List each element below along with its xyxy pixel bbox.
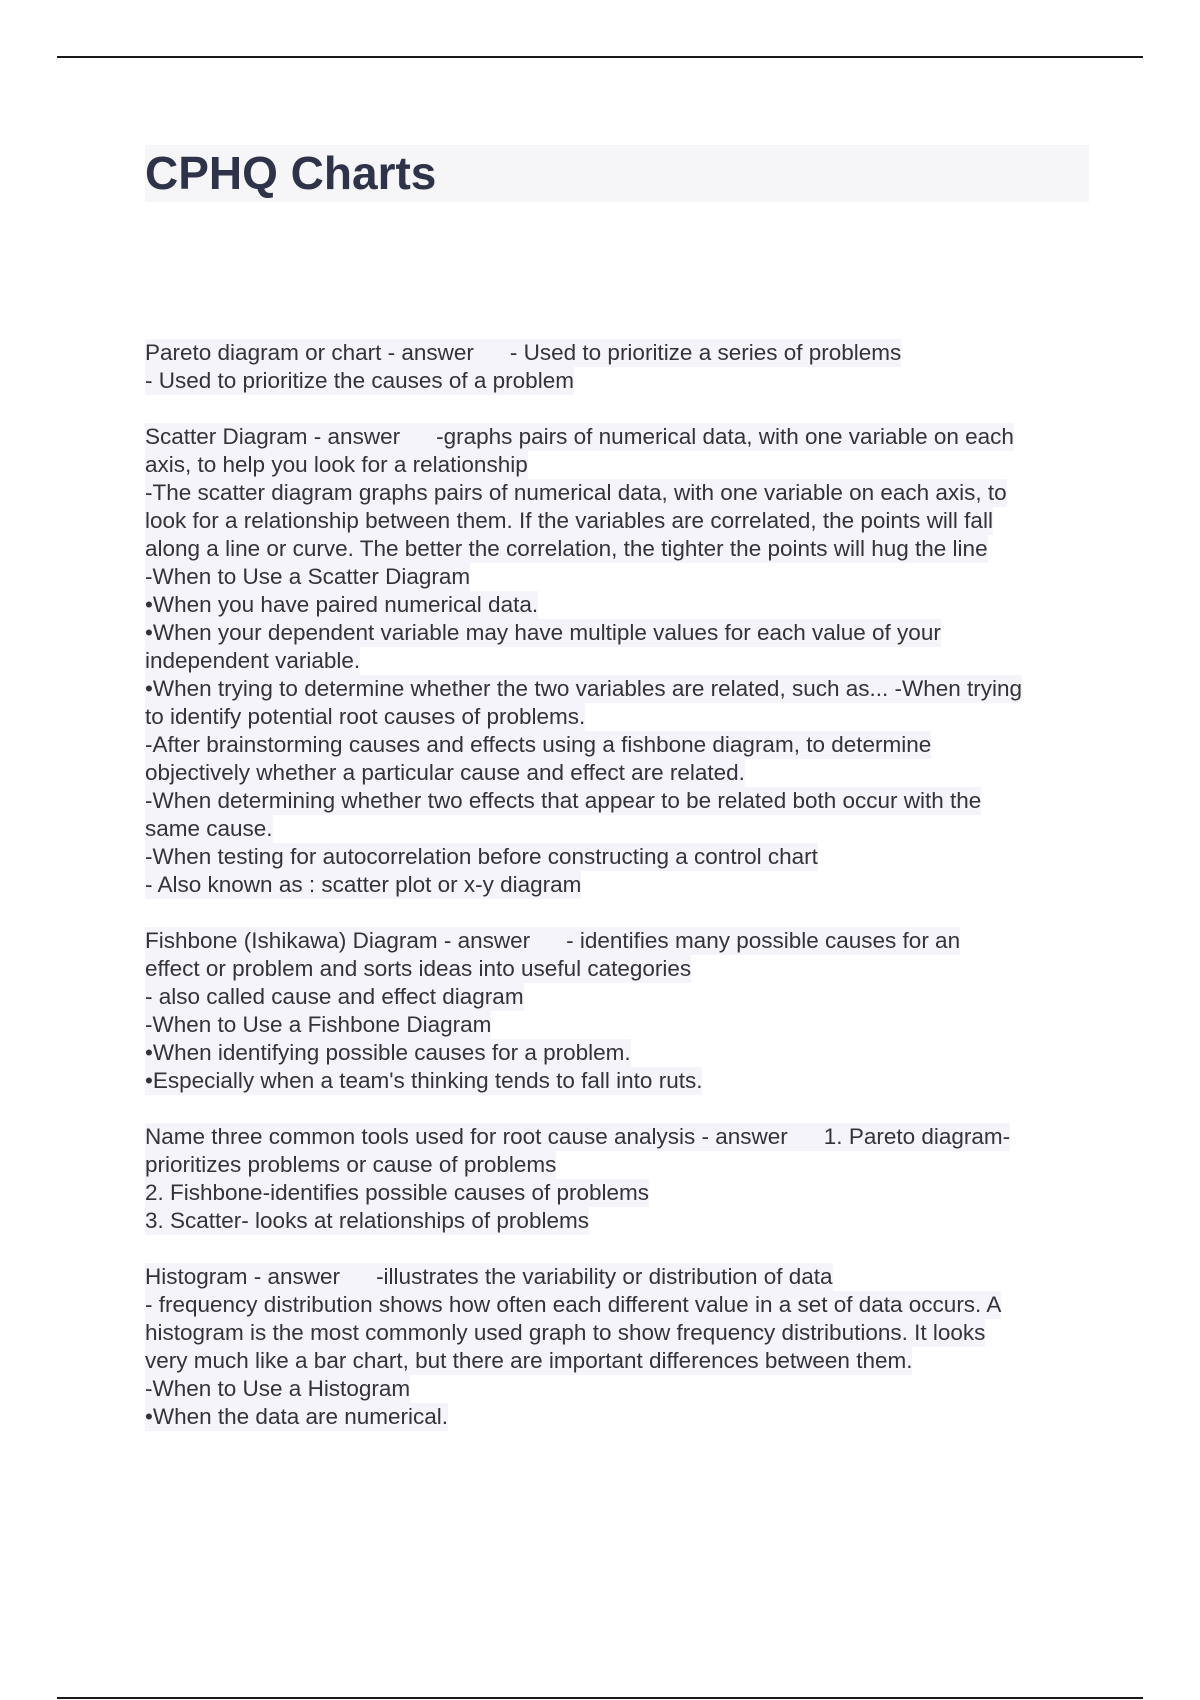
entry-answer-text: - Used to prioritize a series of problems — [509, 340, 902, 365]
entry-first-line — [145, 927, 960, 955]
entry-line: - frequency distribution shows how often each different value in a set of data occurs. A — [145, 1292, 1002, 1317]
entry-root-cause-tools — [145, 1123, 1095, 1235]
entry-line: •Especially when a team's thinking tends to fall into ruts. — [145, 1068, 703, 1093]
entry-first-line — [145, 1123, 1010, 1151]
entry-line: •When you have paired numerical data. — [145, 592, 539, 617]
entry-term: Name three common tools used for root cause analysis - answer — [145, 1124, 788, 1149]
flashcard-list — [145, 339, 1095, 1459]
entry-line: to identify potential root causes of problems. — [145, 704, 586, 729]
entry-line: very much like a bar chart, but there are important differences between them. — [145, 1348, 913, 1373]
entry-term: Scatter Diagram - answer — [145, 424, 401, 449]
entry-line: - Also known as : scatter plot or x-y diagram — [145, 872, 582, 897]
entry-line: -When determining whether two effects that appear to be related both occur with the — [145, 788, 982, 813]
entry-line: axis, to help you look for a relationship — [145, 452, 528, 477]
entry-line: effect or problem and sorts ideas into useful categories — [145, 956, 692, 981]
entry-line: •When the data are numerical. — [145, 1404, 449, 1429]
entry-line: -When to Use a Scatter Diagram — [145, 564, 471, 589]
entry-line: histogram is the most commonly used graph to show frequency distributions. It looks — [145, 1320, 986, 1345]
entry-line: -When to Use a Histogram — [145, 1376, 411, 1401]
entry-line: - also called cause and effect diagram — [145, 984, 524, 1009]
top-rule — [57, 56, 1143, 58]
entry-line: -When to Use a Fishbone Diagram — [145, 1012, 492, 1037]
entry-first-line — [145, 339, 901, 367]
entry-line: -When testing for autocorrelation before constructing a control chart — [145, 844, 818, 869]
entry-answer-text: - identifies many possible causes for an — [566, 928, 961, 953]
entry-histogram — [145, 1263, 1095, 1431]
entry-line: 3. Scatter- looks at relationships of problems — [145, 1208, 589, 1233]
entry-first-line — [145, 423, 1014, 451]
entry-line: prioritizes problems or cause of problems — [145, 1152, 557, 1177]
document-title: CPHQ Charts — [145, 147, 437, 199]
entry-line: along a line or curve. The better the correlation, the tighter the points will hug the line — [145, 536, 988, 561]
entry-answer-text: -graphs pairs of numerical data, with one variable on each — [436, 424, 1014, 449]
entry-line: 2. Fishbone-identifies possible causes of problems — [145, 1180, 650, 1205]
entry-line: independent variable. — [145, 648, 361, 673]
entry-line: •When trying to determine whether the two variables are related, such as... -When trying — [145, 676, 1023, 701]
entry-answer-text: -illustrates the variability or distribution of data — [376, 1264, 833, 1289]
bottom-rule — [57, 1697, 1143, 1699]
entry-line: objectively whether a particular cause and effect are related. — [145, 760, 745, 785]
entry-term: Fishbone (Ishikawa) Diagram - answer — [145, 928, 531, 953]
entry-line: -The scatter diagram graphs pairs of numerical data, with one variable on each axis, to — [145, 480, 1007, 505]
entry-scatter — [145, 423, 1095, 899]
entry-fishbone — [145, 927, 1095, 1095]
entry-line: - Used to prioritize the causes of a problem — [145, 368, 574, 393]
entry-first-line — [145, 1263, 833, 1291]
entry-line: •When your dependent variable may have multiple values for each value of your — [145, 620, 941, 645]
entry-term: Histogram - answer — [145, 1264, 341, 1289]
entry-answer-text: 1. Pareto diagram- — [823, 1124, 1011, 1149]
entry-line: look for a relationship between them. If the variables are correlated, the points will fall — [145, 508, 993, 533]
entry-term: Pareto diagram or chart - answer — [145, 340, 474, 365]
entry-line: same cause. — [145, 816, 273, 841]
entry-line: -After brainstorming causes and effects using a fishbone diagram, to determine — [145, 732, 932, 757]
entry-line: •When identifying possible causes for a problem. — [145, 1040, 631, 1065]
entry-pareto — [145, 339, 1095, 395]
